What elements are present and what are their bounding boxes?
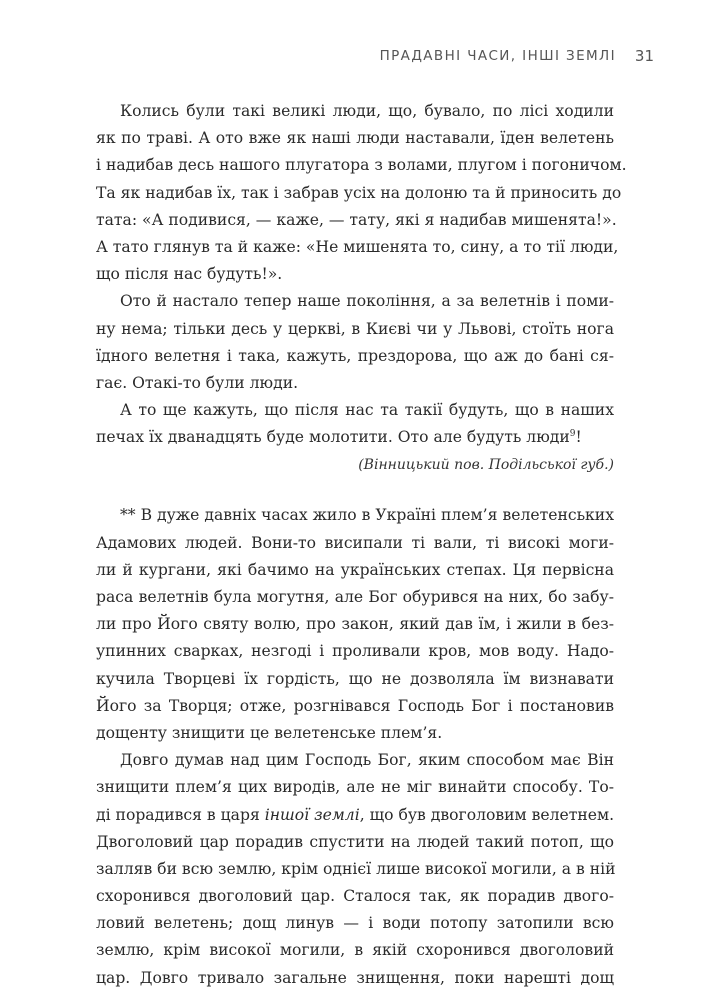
text-line: Ото й настало тепер наше покоління, а за велетнів і поми- xyxy=(120,292,614,311)
page-header xyxy=(0,48,708,70)
text-line: Адамових людей. Вони-то висипали ті вали, ті високі моги- xyxy=(96,533,614,552)
text-line: ** В дуже давніх часах жило в Україні плем’я велетенських xyxy=(120,506,614,525)
text-line: Двоголовий цар порадив спустити на людей такий потоп, що xyxy=(96,832,614,851)
italic-phrase: іншої землі xyxy=(264,805,360,824)
text-line: Колись були такі великі люди, що, бувало, по лісі ходили xyxy=(120,102,614,120)
page-number: 31 xyxy=(634,47,654,65)
text-line: землю, крім високої могили, в якій схоронився двоголовий xyxy=(96,941,614,960)
page-body xyxy=(96,98,627,992)
text-line: упинних сварках, незгоді і проливали кров, мов воду. Надо- xyxy=(96,642,614,661)
text-line: ли про Його святу волю, про закон, який дав їм, і жили в без- xyxy=(96,615,614,634)
text-line: дощенту знищити це велетенське плем’я. xyxy=(96,723,443,742)
text-fragment: , що був двоголовим велетнем. xyxy=(359,805,615,824)
text-line: тата: «А подивися, — каже, — тату, які я надибав мишенята!». xyxy=(96,210,617,229)
text-line: раса велетнів була могутня, але Бог обурився на них, бо забу- xyxy=(96,588,614,606)
text-line-content: печах їх дванадцять буде молотити. Ото але будуть люди xyxy=(96,428,570,447)
text-line: цар. Довго тривало загальне знищення, поки нарешті дощ xyxy=(96,968,614,987)
text-line: знищити плем’я цих виродів, але не міг винайти способу. То- xyxy=(96,778,614,797)
text-line: А тато глянув та й каже: «Не мишенята то, сину, а то тії люди, xyxy=(96,237,619,256)
text-line: ну нема; тільки десь у церкві, в Києві чи у Львові, стоїть нога xyxy=(96,319,614,338)
text-line: А то ще кажуть, що після нас та такії будуть, що в наших xyxy=(120,401,614,420)
running-title: ПРАДАВНІ ЧАСИ, ІНШІ ЗЕМЛІ xyxy=(379,48,616,64)
text-line: гає. Отакі-то були люди. xyxy=(96,373,299,392)
text-line: залляв би всю землю, крім однієї лише високої могили, а в ній xyxy=(96,859,616,878)
text-line: як по траві. А ото вже як наші люди наставали, їден велетень xyxy=(96,129,614,148)
story-section-2 xyxy=(96,502,614,991)
section-gap xyxy=(96,479,614,502)
story-section-1 xyxy=(96,98,627,479)
text-line: схоронився двоголовий цар. Сталося так, як порадив двого- xyxy=(96,887,614,906)
text-line: Та як надибав їх, так і забрав усіх на долоню та й приносить до xyxy=(96,183,622,202)
footnote-marker: 9 xyxy=(569,429,576,440)
text-line: ли й кургани, які бачимо на українських степах. Ця первісна xyxy=(96,560,614,579)
text-line: Довго думав над цим Господь Бог, яким способом має Він xyxy=(120,751,614,770)
text-line: Його за Творця; отже, розгнівався Господь Бог і постановив xyxy=(96,696,614,715)
text-fragment: ді порадився в царя xyxy=(96,805,265,824)
text-line: ловий велетень; дощ линув — і води потопу затопили всю xyxy=(96,914,614,933)
line-end-punctuation: ! xyxy=(575,428,582,447)
text-line-with-italic xyxy=(96,802,614,829)
source-attribution: (Вінницький пов. Подільської губ.) xyxy=(358,457,614,474)
text-line: і надибав десь нашого плугатора з волами, плугом і погоничом. xyxy=(96,156,627,175)
text-line-with-footnote xyxy=(96,424,614,451)
text-line: що після нас будуть!». xyxy=(96,265,283,284)
text-line: їдного велетня і така, кажуть, прездорова, що аж до бані ся- xyxy=(96,346,614,365)
text-line: кучила Творцеві їх гордість, що не дозволяла їм визнавати xyxy=(96,669,614,688)
